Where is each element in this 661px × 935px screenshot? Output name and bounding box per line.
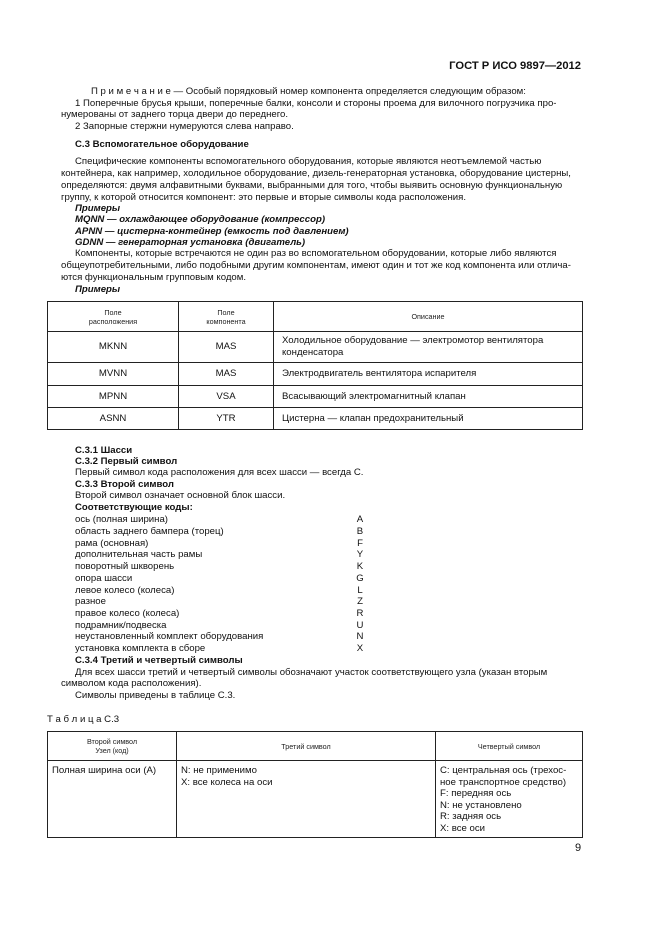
code-name: рама (основная) bbox=[75, 538, 149, 549]
table-caption: Т а б л и ц а С.3 bbox=[47, 714, 120, 725]
c34-text2: Символы приведены в таблице С.3. bbox=[75, 690, 236, 701]
header-text: Поле bbox=[104, 307, 122, 317]
c3-para1-line4: группу, к которой относится компонент: это первые и вторые символы кода расположения. bbox=[61, 192, 467, 203]
code-letter: A bbox=[356, 514, 364, 525]
symbol-line: ное транспортное средство) bbox=[440, 776, 567, 788]
c33-codes-label: Соответствующие коды: bbox=[75, 502, 193, 513]
symbol-line: R: задняя ось bbox=[440, 811, 502, 823]
c3-para2-line1: Компоненты, которые встречаются не один раз во вспомогательном оборудовании, которые либо являются bbox=[75, 248, 557, 259]
table-header-component bbox=[179, 302, 274, 332]
c3-example-3: GDNN — генераторная установка (двигатель) bbox=[75, 237, 306, 248]
code-list-item bbox=[75, 643, 365, 655]
c3-para1-line2: контейнера, как например, холодильное оборудование, дизель-генераторная установка, оборудование цистерны, bbox=[61, 168, 571, 179]
table-row bbox=[48, 408, 583, 430]
cell-third-symbol bbox=[177, 761, 436, 838]
cell-description bbox=[274, 332, 583, 363]
code-list-item bbox=[75, 631, 365, 643]
c34-title: С.3.4 Третий и четвертый символы bbox=[75, 655, 243, 666]
header-text: Четвертый символ bbox=[477, 741, 541, 751]
symbol-line: N: не установлено bbox=[440, 799, 522, 811]
table-row bbox=[48, 386, 583, 408]
symbol-line: N: не применимо bbox=[181, 765, 257, 776]
c31-title: С.3.1 Шасси bbox=[75, 445, 133, 456]
table-header-fourth-symbol bbox=[436, 732, 583, 761]
code-name: подрамник/подвеска bbox=[75, 620, 167, 631]
symbol-line: С: центральная ось (трехос- bbox=[440, 765, 567, 776]
note-item-1-line-1: 1 Поперечные брусья крыши, поперечные балки, консоли и стороны проема для вилочного погрузчика про- bbox=[75, 98, 557, 109]
c33-title: С.3.3 Второй символ bbox=[75, 479, 174, 490]
code-letter: B bbox=[356, 526, 364, 537]
header-text: Поле bbox=[217, 307, 235, 317]
description-line: конденсатора bbox=[282, 347, 344, 358]
code-list-item bbox=[75, 549, 365, 561]
code-list-item bbox=[75, 596, 365, 608]
code-name: разное bbox=[75, 596, 106, 607]
code-letter: R bbox=[356, 608, 364, 619]
code-letter: Y bbox=[356, 549, 364, 560]
code-name: левое колесо (колеса) bbox=[75, 585, 175, 596]
code-name: опора шасси bbox=[75, 573, 133, 584]
table-row bbox=[48, 363, 583, 386]
table-row bbox=[48, 332, 583, 363]
table-header-row bbox=[48, 732, 583, 761]
c32-text: Первый символ кода расположения для всех шасси — всегда С. bbox=[75, 467, 364, 478]
code-name: область заднего бампера (торец) bbox=[75, 526, 224, 537]
table-row bbox=[48, 761, 583, 838]
c3-examples-label: Примеры bbox=[75, 203, 121, 214]
section-c3-title: С.3 Вспомогательное оборудование bbox=[75, 139, 249, 150]
c3-para1-line3: определяются: двумя алфавитными буквами, выбранными для того, чтобы выявить основную функциональную bbox=[61, 180, 563, 191]
note-line bbox=[75, 86, 583, 98]
cell-location: ASNN bbox=[48, 408, 179, 430]
document-header: ГОСТ Р ИСО 9897—2012 bbox=[449, 60, 581, 72]
symbol-line: X: все колеса на оси bbox=[181, 776, 273, 788]
note-item-1 bbox=[75, 98, 583, 110]
cell-component: VSA bbox=[179, 386, 274, 408]
code-letter: L bbox=[357, 585, 363, 596]
header-text: Третий символ bbox=[281, 741, 331, 751]
cell-component: MAS bbox=[179, 332, 274, 363]
c3-para1-line1: Специфические компоненты вспомогательного оборудования, которые являются неотъемлемой частью bbox=[75, 156, 542, 167]
code-list-item bbox=[75, 620, 365, 632]
code-list-item bbox=[75, 561, 365, 573]
note-text: — Особый порядковый номер компонента определяется следующим образом: bbox=[170, 86, 526, 97]
component-codes-table bbox=[47, 301, 583, 430]
code-letter: F bbox=[357, 538, 363, 549]
cell-location: MPNN bbox=[48, 386, 179, 408]
code-letter: U bbox=[356, 620, 364, 631]
cell-description: Электродвигатель вентилятора испарителя bbox=[274, 363, 583, 386]
code-name: правое колесо (колеса) bbox=[75, 608, 180, 619]
cell-component: YTR bbox=[179, 408, 274, 430]
c34-text-line2: символом кода расположения). bbox=[61, 678, 202, 689]
cell-description: Цистерна — клапан предохранительный bbox=[274, 408, 583, 430]
table-header-row bbox=[48, 302, 583, 332]
page-number: 9 bbox=[575, 842, 582, 854]
code-letter: X bbox=[356, 643, 364, 654]
code-name: ось (полная ширина) bbox=[75, 514, 168, 525]
code-list-item bbox=[75, 538, 365, 550]
c32-title: С.3.2 Первый символ bbox=[75, 456, 178, 467]
code-name: поворотный шкворень bbox=[75, 561, 175, 572]
c3-examples-label-2: Примеры bbox=[75, 284, 121, 295]
cell-description: Всасывающий электромагнитный клапан bbox=[274, 386, 583, 408]
table-header-second-symbol bbox=[48, 732, 177, 761]
code-letter: N bbox=[356, 631, 364, 642]
table-header-location bbox=[48, 302, 179, 332]
code-list-item bbox=[75, 573, 365, 585]
header-text: Второй символ bbox=[86, 737, 138, 746]
c3-example-1: MQNN — охлаждающее оборудование (компрессор) bbox=[75, 214, 326, 225]
table-header-third-symbol bbox=[177, 732, 436, 761]
c3-para2-line2: общеупотребительными, либо подобными другим компонентам, имеют один и тот же код компонента или отлича- bbox=[61, 260, 571, 271]
cell-location: MKNN bbox=[48, 332, 179, 363]
header-text: Описание bbox=[411, 312, 445, 321]
code-letter: K bbox=[356, 561, 364, 572]
cell-location: MVNN bbox=[48, 363, 179, 386]
header-text: компонента bbox=[206, 316, 246, 326]
code-list-item bbox=[75, 526, 365, 538]
code-name: установка комплекта в сборе bbox=[75, 643, 206, 654]
c3-example-2: APNN — цистерна-контейнер (емкость под давлением) bbox=[75, 226, 349, 237]
chassis-symbols-table bbox=[47, 731, 583, 838]
symbol-line: F: передняя ось bbox=[440, 788, 512, 800]
note-item-1-line-2: нумерованы от заднего торца двери до переднего. bbox=[61, 109, 289, 120]
cell-fourth-symbol bbox=[436, 761, 583, 838]
code-list-item bbox=[75, 585, 365, 597]
cell-node: Полная ширина оси (A) bbox=[48, 761, 177, 838]
code-list-item bbox=[75, 514, 365, 526]
c34-text-line1: Для всех шасси третий и четвертый символы обозначают участок соответствующего узла (указан вторым bbox=[75, 667, 548, 678]
c33-text: Второй символ означает основной блок шасси. bbox=[75, 490, 286, 501]
note-item-2: 2 Запорные стержни нумеруются слева направо. bbox=[75, 121, 294, 132]
description-line: Холодильное оборудование — электромотор вентилятора bbox=[282, 335, 544, 347]
code-letter: G bbox=[356, 573, 364, 584]
note-label: П р и м е ч а н и е bbox=[91, 86, 171, 97]
code-name: дополнительная часть рамы bbox=[75, 549, 203, 560]
table-header-description bbox=[274, 302, 583, 332]
code-list-item bbox=[75, 608, 365, 620]
symbol-line: X: все оси bbox=[440, 822, 486, 834]
code-name: неустановленный комплект оборудования bbox=[75, 631, 264, 642]
header-text: расположения bbox=[88, 316, 138, 326]
cell-component: MAS bbox=[179, 363, 274, 386]
code-letter: Z bbox=[357, 596, 363, 607]
c3-para2-line3: ются функциональным групповым кодом. bbox=[61, 272, 247, 283]
header-text: Узел (код) bbox=[95, 746, 129, 755]
